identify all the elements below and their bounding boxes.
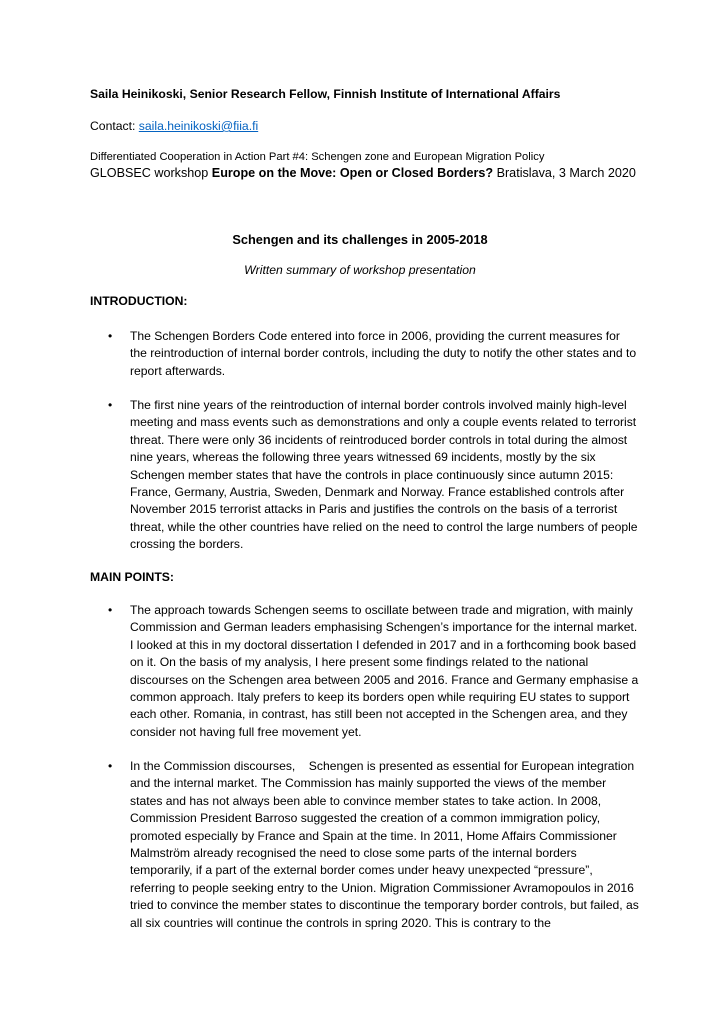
main-points-heading: MAIN POINTS: xyxy=(90,570,174,584)
contact-label: Contact: xyxy=(90,119,139,133)
workshop-suffix: Bratislava, 3 March 2020 xyxy=(493,166,636,180)
introduction-heading: INTRODUCTION: xyxy=(90,294,188,308)
contact-line xyxy=(90,118,258,135)
document-title: Schengen and its challenges in 2005-2018 xyxy=(232,232,488,247)
workshop-title: Europe on the Move: Open or Closed Borders? xyxy=(211,166,494,180)
contact-email-link[interactable]: saila.heinikoski@fiia.fi xyxy=(138,119,259,133)
bullet-icon: • xyxy=(108,329,113,343)
intro-bullet-2: The first nine years of the reintroduction of internal border controls involved mainly high-level meeting and mass events such as demonstrations and only a couple events related to terrorist threat. There were only 36 incidents of reintroduced border controls in total during the almost nine years, whereas the following three years witnessed 69 incidents, mostly by the six Schengen member states that have the controls in place continuously since autumn 2015: France, Germany, Austria, Sweden, Denmark and Norway. France established controls after November 2015 terrorist attacks in Paris and justifies the controls on the basis of a terrorist threat, while the other countries have relied on the need to control the large numbers of people crossing the borders. xyxy=(130,398,638,552)
series-line: Differentiated Cooperation in Action Part #4: Schengen zone and European Migration Policy xyxy=(90,151,545,163)
intro-bullet-1: The Schengen Borders Code entered into force in 2006, providing the current measures for the reintroduction of internal border controls, including the duty to notify the other states and to report afterwards. xyxy=(130,329,637,378)
main-point-1: The approach towards Schengen seems to oscillate between trade and migration, with mainly Commission and German leaders emphasising Schengen’s importance for the internal market. I looked at this in my doctoral dissertation I defended in 2017 and in a forthcoming book based on it. On the basis of my analysis, I here present some findings related to the national discourses on the Schengen area between 2005 and 2016. France and Germany emphasise a common approach. Italy prefers to keep its borders open while requiring EU states to support each other. Romania, in contrast, has still been not accepted in the Schengen area, and they consider not having full free movement yet. xyxy=(130,603,639,739)
workshop-prefix: GLOBSEC workshop xyxy=(90,166,212,180)
bullet-icon: • xyxy=(108,398,113,412)
bullet-icon: • xyxy=(108,603,113,617)
document-subtitle: Written summary of workshop presentation xyxy=(244,263,476,277)
main-point-2: In the Commission discourses, Schengen is presented as essential for European integration and the internal market. The Commission has mainly supported the views of the member states and has not always been able to convince member states to take action. In 2008, Commission President Barroso suggested the creation of a common immigration policy, promoted especially by France and Spain at the time. In 2011, Home Affairs Commissioner Malmström already recognised the need to close some parts of the internal borders temporarily, if a part of the external border comes under heavy unexpected “pressure”, referring to people seeking entry to the Union. Migration Commissioner Avramopoulos in 2016 tried to convince the member states to discontinue the temporary border controls, but failed, as all six countries will continue the controls in spring 2020. This is contrary to the xyxy=(130,759,643,930)
bullet-icon: • xyxy=(108,759,113,773)
workshop-line xyxy=(90,165,636,182)
author-line: Saila Heinikoski, Senior Research Fellow, Finnish Institute of International Affairs xyxy=(90,87,561,101)
